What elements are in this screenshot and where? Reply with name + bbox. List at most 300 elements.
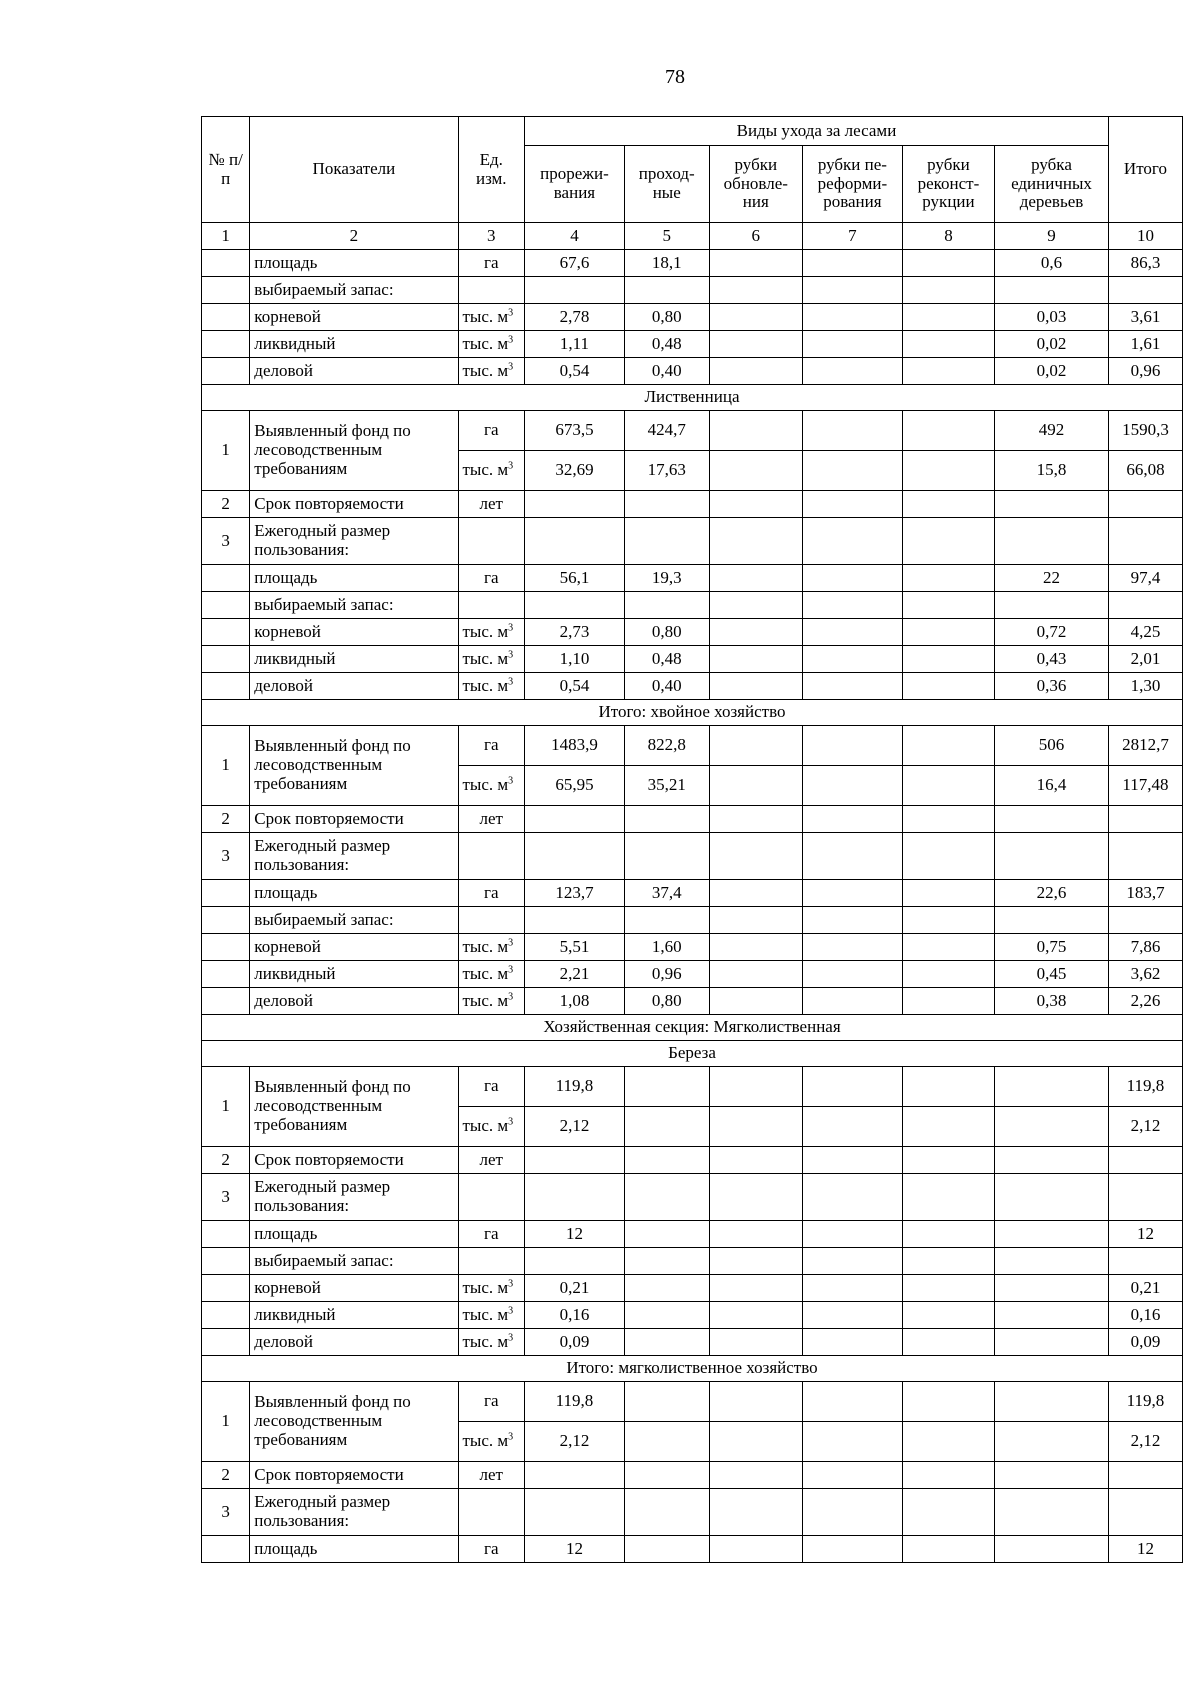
indicator-cell: Ежегодный размер пользования:: [250, 1174, 458, 1221]
unit-superscript: 3: [508, 991, 514, 1002]
unit-cell: [458, 1248, 525, 1275]
value-cell: [995, 1302, 1109, 1329]
indicator-cell: Ежегодный размер пользования:: [250, 518, 458, 565]
unit-cell: лет: [458, 806, 525, 833]
value-cell: [709, 833, 802, 880]
value-cell: 0,80: [624, 304, 709, 331]
value-cell: 19,3: [624, 565, 709, 592]
table-row: [202, 592, 1183, 619]
value-cell: [802, 451, 902, 491]
unit-superscript: 3: [508, 649, 514, 660]
value-cell: [709, 1174, 802, 1221]
value-cell: [995, 1221, 1109, 1248]
value-cell: [902, 1221, 994, 1248]
value-cell: [802, 1422, 902, 1462]
unit-text: тыс. м: [462, 1431, 509, 1451]
table-row: [202, 1382, 1183, 1422]
value-cell: [902, 934, 994, 961]
unit-cell: [458, 1275, 525, 1302]
value-cell: [995, 518, 1109, 565]
value-cell: 2,12: [1108, 1422, 1182, 1462]
value-cell: [802, 1174, 902, 1221]
unit-text: тыс. м: [462, 675, 509, 695]
unit-cell: [458, 646, 525, 673]
header-type: рубка единичных деревьев: [995, 146, 1109, 223]
indicator-cell: выбираемый запас:: [250, 907, 458, 934]
row-number-cell: [202, 961, 250, 988]
unit-cell: [458, 358, 525, 385]
section-title-row: [202, 1041, 1183, 1067]
value-cell: [802, 592, 902, 619]
unit-superscript: 3: [508, 1332, 514, 1343]
value-cell: [709, 1422, 802, 1462]
value-cell: [709, 592, 802, 619]
value-cell: [995, 592, 1109, 619]
value-cell: [902, 491, 994, 518]
value-cell: [709, 1275, 802, 1302]
unit-cell: га: [458, 411, 525, 451]
value-cell: 0,09: [1108, 1329, 1182, 1356]
indicator-cell: выбираемый запас:: [250, 1248, 458, 1275]
indicator-cell: Ежегодный размер пользования:: [250, 1489, 458, 1536]
indicator-cell: выбираемый запас:: [250, 592, 458, 619]
value-cell: 2812,7: [1108, 726, 1182, 766]
indicator-cell: площадь: [250, 1536, 458, 1563]
value-cell: [995, 1107, 1109, 1147]
value-cell: 2,12: [525, 1107, 625, 1147]
indicator-cell: площадь: [250, 250, 458, 277]
column-number: 5: [624, 223, 709, 250]
value-cell: [525, 806, 625, 833]
value-cell: [802, 1489, 902, 1536]
unit-cell: га: [458, 250, 525, 277]
unit-cell: [458, 1329, 525, 1356]
table-row: [202, 646, 1183, 673]
value-cell: [902, 1067, 994, 1107]
header-total: Итого: [1108, 117, 1182, 223]
row-number-cell: [202, 1248, 250, 1275]
value-cell: 0,43: [995, 646, 1109, 673]
value-cell: 0,16: [525, 1302, 625, 1329]
indicator-cell: площадь: [250, 565, 458, 592]
unit-superscript: 3: [508, 334, 514, 345]
section-title: Итого: хвойное хозяйство: [202, 700, 1183, 726]
value-cell: [902, 1275, 994, 1302]
value-cell: 424,7: [624, 411, 709, 451]
header-care-types: Виды ухода за лесами: [525, 117, 1109, 146]
value-cell: 0,16: [1108, 1302, 1182, 1329]
table-row: [202, 726, 1183, 766]
unit-text: тыс. м: [462, 936, 509, 956]
value-cell: [709, 1302, 802, 1329]
value-cell: [709, 304, 802, 331]
value-cell: [802, 961, 902, 988]
row-number-cell: [202, 250, 250, 277]
row-number-cell: [202, 988, 250, 1015]
value-cell: [902, 1107, 994, 1147]
value-cell: [902, 646, 994, 673]
unit-text: тыс. м: [462, 1331, 509, 1351]
value-cell: [902, 907, 994, 934]
column-number: 7: [802, 223, 902, 250]
table-row: [202, 1329, 1183, 1356]
value-cell: [709, 451, 802, 491]
value-cell: [802, 304, 902, 331]
value-cell: 117,48: [1108, 766, 1182, 806]
row-number-cell: [202, 880, 250, 907]
row-number-cell: 1: [202, 411, 250, 491]
value-cell: [624, 1536, 709, 1563]
table-row: [202, 1536, 1183, 1563]
value-cell: [709, 1462, 802, 1489]
value-cell: [709, 988, 802, 1015]
value-cell: [995, 1329, 1109, 1356]
column-number: 9: [995, 223, 1109, 250]
unit-cell: га: [458, 1536, 525, 1563]
section-title-row: [202, 1356, 1183, 1382]
value-cell: [709, 880, 802, 907]
header-type: рубки реконст-рукции: [902, 146, 994, 223]
column-number: 3: [458, 223, 525, 250]
value-cell: [902, 592, 994, 619]
section-title-row: [202, 700, 1183, 726]
value-cell: [709, 358, 802, 385]
value-cell: 4,25: [1108, 619, 1182, 646]
unit-text: тыс. м: [462, 1116, 509, 1136]
value-cell: [802, 1067, 902, 1107]
value-cell: [902, 726, 994, 766]
value-cell: [902, 304, 994, 331]
value-cell: [802, 411, 902, 451]
value-cell: 2,01: [1108, 646, 1182, 673]
value-cell: [902, 1147, 994, 1174]
value-cell: 5,51: [525, 934, 625, 961]
value-cell: [525, 592, 625, 619]
unit-cell: [458, 619, 525, 646]
value-cell: [802, 988, 902, 1015]
section-title: Береза: [202, 1041, 1183, 1067]
value-cell: 0,21: [1108, 1275, 1182, 1302]
value-cell: 0,48: [624, 331, 709, 358]
table-body: [202, 223, 1183, 1563]
value-cell: [802, 331, 902, 358]
header-unit: Ед. изм.: [458, 117, 525, 223]
table-row: [202, 411, 1183, 451]
value-cell: 1,10: [525, 646, 625, 673]
value-cell: [802, 250, 902, 277]
value-cell: [624, 491, 709, 518]
value-cell: [624, 1107, 709, 1147]
unit-cell: [458, 1174, 525, 1221]
value-cell: [902, 988, 994, 1015]
row-number-cell: [202, 1302, 250, 1329]
value-cell: [802, 646, 902, 673]
unit-cell: га: [458, 1382, 525, 1422]
table-row: [202, 1067, 1183, 1107]
value-cell: [802, 1462, 902, 1489]
header-type: рубки пе-реформи-рования: [802, 146, 902, 223]
row-number-cell: [202, 331, 250, 358]
value-cell: [624, 277, 709, 304]
value-cell: [525, 277, 625, 304]
value-cell: [1108, 1248, 1182, 1275]
unit-text: тыс. м: [462, 1277, 509, 1297]
value-cell: 123,7: [525, 880, 625, 907]
row-number-cell: 2: [202, 491, 250, 518]
value-cell: [1108, 592, 1182, 619]
value-cell: 1,11: [525, 331, 625, 358]
table-row: [202, 961, 1183, 988]
value-cell: [902, 451, 994, 491]
value-cell: [1108, 833, 1182, 880]
value-cell: [1108, 806, 1182, 833]
value-cell: 2,12: [1108, 1107, 1182, 1147]
value-cell: [902, 411, 994, 451]
value-cell: [802, 1275, 902, 1302]
value-cell: 119,8: [525, 1067, 625, 1107]
column-number: 10: [1108, 223, 1182, 250]
value-cell: [709, 934, 802, 961]
value-cell: 0,09: [525, 1329, 625, 1356]
unit-text: тыс. м: [462, 621, 509, 641]
value-cell: 1,30: [1108, 673, 1182, 700]
column-number: 8: [902, 223, 994, 250]
header-indicator: Показатели: [250, 117, 458, 223]
value-cell: 0,36: [995, 673, 1109, 700]
unit-cell: [458, 673, 525, 700]
row-number-cell: [202, 1221, 250, 1248]
row-number-cell: 1: [202, 1382, 250, 1462]
value-cell: [624, 592, 709, 619]
table-row: [202, 673, 1183, 700]
table-row: [202, 1248, 1183, 1275]
value-cell: [902, 1174, 994, 1221]
section-title-row: [202, 385, 1183, 411]
row-number-cell: [202, 358, 250, 385]
table-row: [202, 518, 1183, 565]
value-cell: [902, 961, 994, 988]
indicator-cell: корневой: [250, 934, 458, 961]
value-cell: [902, 331, 994, 358]
value-cell: [902, 1536, 994, 1563]
value-cell: 16,4: [995, 766, 1109, 806]
unit-cell: [458, 961, 525, 988]
value-cell: [709, 673, 802, 700]
value-cell: 0,96: [624, 961, 709, 988]
value-cell: [1108, 277, 1182, 304]
value-cell: [709, 277, 802, 304]
value-cell: [1108, 1462, 1182, 1489]
value-cell: 35,21: [624, 766, 709, 806]
unit-cell: [458, 1422, 525, 1462]
section-title: Хозяйственная секция: Мягколиственная: [202, 1015, 1183, 1041]
value-cell: [995, 1147, 1109, 1174]
indicator-cell: площадь: [250, 880, 458, 907]
value-cell: 0,02: [995, 358, 1109, 385]
value-cell: [995, 1067, 1109, 1107]
value-cell: [902, 1248, 994, 1275]
value-cell: [995, 1489, 1109, 1536]
value-cell: [709, 619, 802, 646]
value-cell: [802, 565, 902, 592]
value-cell: [995, 1536, 1109, 1563]
value-cell: [709, 1382, 802, 1422]
table-row: [202, 250, 1183, 277]
indicator-cell: корневой: [250, 1275, 458, 1302]
forest-care-table: [201, 116, 1183, 1563]
row-number-cell: 1: [202, 1067, 250, 1147]
column-number: 1: [202, 223, 250, 250]
value-cell: 0,80: [624, 988, 709, 1015]
value-cell: [995, 1382, 1109, 1422]
value-cell: [624, 1174, 709, 1221]
table-row: [202, 833, 1183, 880]
unit-cell: га: [458, 565, 525, 592]
value-cell: [525, 1248, 625, 1275]
value-cell: [709, 331, 802, 358]
value-cell: 0,75: [995, 934, 1109, 961]
value-cell: [624, 1382, 709, 1422]
row-number-cell: [202, 1536, 250, 1563]
indicator-cell: Выявленный фонд по лесоводственным требованиям: [250, 1382, 458, 1462]
indicator-cell: Срок повторяемости: [250, 491, 458, 518]
value-cell: [802, 833, 902, 880]
value-cell: [902, 565, 994, 592]
indicator-cell: ликвидный: [250, 646, 458, 673]
value-cell: [802, 1329, 902, 1356]
indicator-cell: Ежегодный размер пользования:: [250, 833, 458, 880]
value-cell: [525, 1174, 625, 1221]
value-cell: [709, 1067, 802, 1107]
value-cell: [802, 518, 902, 565]
value-cell: [902, 1422, 994, 1462]
value-cell: [709, 646, 802, 673]
value-cell: 12: [525, 1536, 625, 1563]
unit-cell: [458, 331, 525, 358]
value-cell: 97,4: [1108, 565, 1182, 592]
indicator-cell: площадь: [250, 1221, 458, 1248]
value-cell: [902, 250, 994, 277]
value-cell: [902, 619, 994, 646]
row-number-cell: 2: [202, 806, 250, 833]
row-number-cell: [202, 934, 250, 961]
value-cell: [1108, 1147, 1182, 1174]
value-cell: [624, 1248, 709, 1275]
value-cell: [624, 1489, 709, 1536]
unit-cell: лет: [458, 1147, 525, 1174]
header-type: проход-ные: [624, 146, 709, 223]
unit-superscript: 3: [508, 460, 514, 472]
value-cell: 3,61: [1108, 304, 1182, 331]
value-cell: [902, 673, 994, 700]
value-cell: 2,21: [525, 961, 625, 988]
value-cell: [802, 277, 902, 304]
value-cell: [1108, 491, 1182, 518]
indicator-cell: Срок повторяемости: [250, 1462, 458, 1489]
value-cell: [802, 358, 902, 385]
value-cell: [624, 1422, 709, 1462]
value-cell: [902, 1489, 994, 1536]
value-cell: [624, 1147, 709, 1174]
table-row: [202, 1489, 1183, 1536]
value-cell: 1483,9: [525, 726, 625, 766]
unit-cell: лет: [458, 1462, 525, 1489]
value-cell: 0,40: [624, 673, 709, 700]
row-number-cell: [202, 619, 250, 646]
value-cell: [624, 1067, 709, 1107]
value-cell: [624, 1329, 709, 1356]
value-cell: [802, 1536, 902, 1563]
value-cell: 1,60: [624, 934, 709, 961]
header-type: рубки обновле-ния: [709, 146, 802, 223]
value-cell: [709, 411, 802, 451]
unit-text: тыс. м: [462, 1304, 509, 1324]
header-type: прорежи-вания: [525, 146, 625, 223]
value-cell: [802, 1248, 902, 1275]
value-cell: [802, 673, 902, 700]
value-cell: [709, 1221, 802, 1248]
unit-cell: [458, 907, 525, 934]
row-number-cell: [202, 304, 250, 331]
value-cell: 15,8: [995, 451, 1109, 491]
value-cell: [525, 907, 625, 934]
section-title-row: [202, 1015, 1183, 1041]
table-row: [202, 491, 1183, 518]
value-cell: 183,7: [1108, 880, 1182, 907]
value-cell: 1590,3: [1108, 411, 1182, 451]
table-row: [202, 806, 1183, 833]
unit-text: тыс. м: [462, 333, 509, 353]
indicator-cell: деловой: [250, 358, 458, 385]
indicator-cell: Выявленный фонд по лесоводственным требованиям: [250, 726, 458, 806]
value-cell: 1,61: [1108, 331, 1182, 358]
value-cell: 22,6: [995, 880, 1109, 907]
value-cell: [902, 880, 994, 907]
unit-superscript: 3: [508, 676, 514, 687]
row-number-cell: [202, 646, 250, 673]
table-row: [202, 880, 1183, 907]
value-cell: 0,96: [1108, 358, 1182, 385]
unit-text: тыс. м: [462, 963, 509, 983]
value-cell: [624, 518, 709, 565]
value-cell: 0,02: [995, 331, 1109, 358]
value-cell: 67,6: [525, 250, 625, 277]
value-cell: 492: [995, 411, 1109, 451]
table-row: [202, 1302, 1183, 1329]
indicator-cell: Срок повторяемости: [250, 1147, 458, 1174]
indicator-cell: деловой: [250, 673, 458, 700]
indicator-cell: Срок повторяемости: [250, 806, 458, 833]
value-cell: 2,73: [525, 619, 625, 646]
indicator-cell: корневой: [250, 304, 458, 331]
unit-cell: [458, 934, 525, 961]
value-cell: [802, 907, 902, 934]
unit-cell: [458, 1302, 525, 1329]
indicator-cell: ликвидный: [250, 331, 458, 358]
value-cell: 2,12: [525, 1422, 625, 1462]
value-cell: 0,38: [995, 988, 1109, 1015]
unit-text: тыс. м: [462, 306, 509, 326]
row-number-cell: 3: [202, 518, 250, 565]
value-cell: [709, 1536, 802, 1563]
unit-cell: га: [458, 1067, 525, 1107]
value-cell: [709, 806, 802, 833]
value-cell: [709, 250, 802, 277]
unit-text: тыс. м: [462, 775, 509, 795]
value-cell: [709, 565, 802, 592]
value-cell: [802, 1221, 902, 1248]
column-number: 6: [709, 223, 802, 250]
